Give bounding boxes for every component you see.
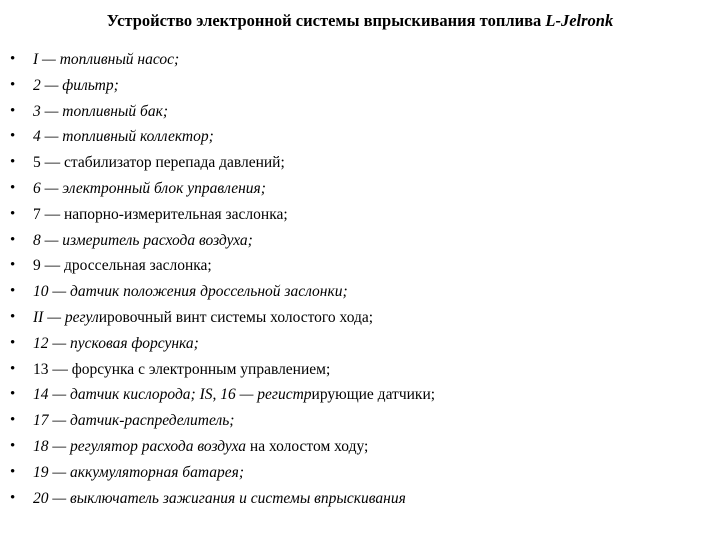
list-item-segment: I — топливный насос; <box>33 51 180 68</box>
list-item-segment: 12 — пусковая форсунка; <box>33 334 199 352</box>
list-item <box>10 99 710 125</box>
component-legend-list <box>10 47 710 511</box>
list-item-segment: 7 — напорно-измерительная заслонка; <box>33 205 288 223</box>
list-item-text <box>33 434 368 460</box>
list-item-text <box>33 382 435 408</box>
list-item-segment: ировочный винт системы холостого хода; <box>98 308 374 326</box>
list-item-text <box>33 305 373 331</box>
list-item-segment: 18 — регулятор расхода воздуха <box>33 437 250 455</box>
list-item-text <box>33 228 253 254</box>
list-item-segment: 14 — датчик кислорода; IS, 16 — регистр <box>33 386 312 404</box>
bullet-icon: • <box>10 334 16 351</box>
bullet-icon: • <box>10 257 16 274</box>
list-item-text <box>33 486 406 512</box>
bullet-icon: • <box>10 205 16 222</box>
list-item-text <box>33 176 266 202</box>
list-item <box>10 486 710 512</box>
list-item-segment: 6 — электронный блок управления; <box>33 179 266 197</box>
list-item-text <box>33 99 168 125</box>
list-item-text <box>33 331 199 357</box>
bullet-icon: • <box>10 437 16 454</box>
list-item-segment: 4 — топливный коллектор; <box>33 128 214 146</box>
list-item <box>10 331 710 357</box>
list-item-text <box>33 47 179 73</box>
list-item-segment: 2 — фильтр; <box>33 76 119 94</box>
list-item-segment: 9 — дроссельная заслонка; <box>33 257 212 275</box>
list-item-segment: 20 — выключатель зажигания и системы впрыскивания <box>33 489 406 507</box>
bullet-icon: • <box>10 76 16 93</box>
bullet-icon: • <box>10 463 16 480</box>
list-item-text <box>33 279 348 305</box>
list-item <box>10 202 710 228</box>
list-item <box>10 228 710 254</box>
bullet-icon: • <box>10 360 16 377</box>
bullet-icon: • <box>10 128 16 145</box>
list-item-text <box>33 73 119 99</box>
list-item-text <box>33 150 285 176</box>
list-item-text <box>33 408 234 434</box>
page-title <box>0 11 720 31</box>
bullet-icon: • <box>10 308 16 325</box>
title-system-name: L-Jelronk <box>545 11 614 30</box>
list-item-text <box>33 357 330 383</box>
list-item <box>10 408 710 434</box>
bullet-icon: • <box>10 102 16 119</box>
bullet-icon: • <box>10 231 16 248</box>
bullet-icon: • <box>10 154 16 171</box>
bullet-icon: • <box>10 51 16 67</box>
bullet-icon: • <box>10 489 16 506</box>
list-item-segment: 13 — форсунка с электронным управлением; <box>33 360 331 378</box>
list-item <box>10 357 710 383</box>
list-item <box>10 124 710 150</box>
bullet-icon: • <box>10 283 16 300</box>
list-item-segment: 8 — измеритель расхода воздуха; <box>33 231 253 249</box>
list-item-text <box>33 202 288 228</box>
list-item <box>10 73 710 99</box>
bullet-icon: • <box>10 386 16 403</box>
list-item <box>10 434 710 460</box>
list-item <box>10 150 710 176</box>
list-item <box>10 47 710 73</box>
list-item-segment: 19 — аккумуляторная батарея; <box>33 463 244 481</box>
list-item-text <box>33 253 212 279</box>
list-item-segment: II — регул <box>33 308 99 326</box>
list-item-segment: ирующие датчики; <box>311 386 436 404</box>
title-text: Устройство электронной системы впрыскивания топлива <box>106 11 546 30</box>
list-item-text <box>33 460 244 486</box>
list-item <box>10 305 710 331</box>
list-item-segment: на холостом ходу; <box>249 437 369 455</box>
list-item-segment: 10 — датчик положения дроссельной заслонки; <box>33 283 348 301</box>
bullet-icon: • <box>10 179 16 196</box>
list-item-segment: 17 — датчик-распределитель; <box>33 412 235 430</box>
list-item-segment: 3 — топливный бак; <box>33 102 168 120</box>
list-item-segment: 5 — стабилизатор перепада давлений; <box>33 154 285 172</box>
bullet-icon: • <box>10 412 16 429</box>
list-item <box>10 382 710 408</box>
list-item <box>10 460 710 486</box>
list-item <box>10 176 710 202</box>
list-item <box>10 279 710 305</box>
list-item <box>10 253 710 279</box>
list-item-text <box>33 124 214 150</box>
